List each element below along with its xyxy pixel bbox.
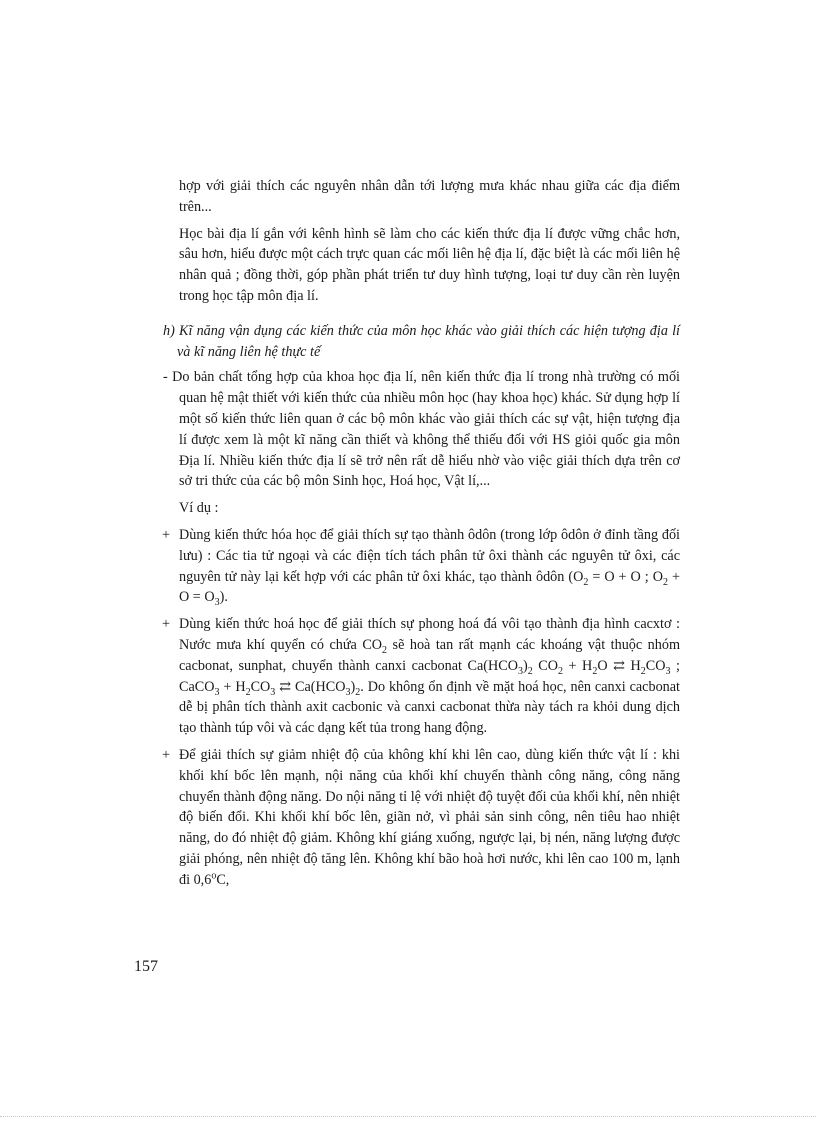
karst-text: CO (250, 678, 271, 695)
plus-marker: + (162, 616, 171, 633)
formula-sub: 3 (270, 686, 276, 698)
formula-sub: 2 (583, 576, 589, 588)
formula-sub: 2 (557, 665, 563, 677)
page-edge-line (0, 1116, 816, 1117)
formula-part: + O = O (179, 568, 680, 606)
formula-sub: 3 (214, 597, 220, 609)
formula-sub: 3 (665, 665, 671, 677)
formula-sub: 2 (527, 665, 533, 677)
plus-marker: + (162, 746, 171, 763)
formula-sub: 3 (345, 686, 351, 698)
formula-sub: 2 (592, 665, 598, 677)
karst-text: ) (522, 657, 528, 674)
paragraph-continuation: hợp với giải thích các nguyên nhân dẫn tới lượng mưa khác nhau giữa các địa điểm trên... (179, 178, 680, 215)
paragraph-benefit: Học bài địa lí gắn với kênh hình sẽ làm cho các kiến thức địa lí được vững chắc hơn, sâu hơn, hiểu được một cách trực quan các mối liên hệ địa lí, đặc biệt là các mối liên hệ nhân quả ; đồng thời, góp phần phát triển tư duy hình tượng, loại tư duy cần rèn luyện trong học tập môn địa lí. (179, 225, 680, 304)
temperature-tail: C, (216, 871, 230, 888)
page-content (150, 176, 680, 891)
karst-text: CO (532, 657, 558, 674)
formula-sub: 2 (382, 644, 388, 656)
karst-text: + H (562, 657, 593, 674)
list-item-ozone (150, 525, 680, 608)
karst-text: . Do không ổn định về mặt hoá học, nên canxi cacbonat dễ bị phân tích thành axit cacbonic và canxi cacbonat thừa này tách ra khỏi dung dịch tạo thành túp vôi và các dạng kết tủa trong hang động. (179, 678, 680, 737)
karst-text: + H (219, 678, 246, 695)
formula-sub: 2 (662, 576, 668, 588)
page-number: 157 (134, 958, 158, 975)
karst-text: ; CaCO (179, 657, 680, 695)
karst-text: O ⇄ H (597, 657, 641, 674)
formula-sub: 3 (214, 686, 220, 698)
karst-text: ⇄ Ca(HCO (275, 678, 346, 695)
karst-text: ) (350, 678, 356, 695)
formula-sub: 2 (640, 665, 646, 677)
karst-text: Dùng kiến thức hoá học để giải thích sự phong hoá đá vôi tạo thành địa hình cacxtơ : Nước mưa khí quyển có chứa CO (179, 616, 680, 653)
formula-sub: 3 (517, 665, 523, 677)
list-item-karst (150, 614, 680, 739)
formula-sub: 2 (355, 686, 361, 698)
ozone-text: Dùng kiến thức hóa học để giải thích sự tạo thành ôdôn (trong lớp ôdôn ở đỉnh tầng đối lưu) : Các tia tử ngoại và các điện tích tách phân tử ôxi thành các nguyên tử ôxi, các nguyên tử này lại kết hợp với các phân tử ôxi khác, tạo thành ôdôn (O (179, 526, 680, 585)
paragraph-interdisciplinary: - Do bản chất tổng hợp của khoa học địa lí, nên kiến thức địa lí trong nhà trường có mối quan hệ mật thiết với kiến thức của nhiều môn học (hay khoa học) khác. Sử dụng hợp lí một số kiến thức liên quan ở các bộ môn khác vào giải thích các sự vật, hiện tượng địa lí được xem là một kĩ năng cần thiết và không thể thiếu đối với HS giỏi quốc gia môn Địa lí. Nhiều kiến thức địa lí sẽ trở nên rất dễ hiểu nhờ vào việc giải thích dựa trên cơ sở tri thức của các bộ môn Sinh học, Hoá học, Vật lí,... (163, 369, 680, 490)
list-item-temperature (150, 745, 680, 891)
formula-sub: 2 (245, 686, 251, 698)
karst-text: CO (645, 657, 666, 674)
formula-part: ). (219, 589, 228, 606)
karst-text: sẽ hoà tan rất mạnh các khoáng vật thuộc nhóm cacbonat, sunphat, chuyển thành canxi cacbonat Ca(HCO (179, 636, 680, 674)
section-heading: h) Kĩ năng vận dụng các kiến thức của môn học khác vào giải thích các hiện tượng địa lí và kĩ năng liên hệ thực tế (163, 322, 680, 360)
temperature-text: Để giải thích sự giảm nhiệt độ của không khí khi lên cao, dùng kiến thức vật lí : khi khối khí bốc lên mạnh, nội năng của khối khí chuyển thành công năng, công năng chuyển thành động năng. Do nội năng tỉ lệ với nhiệt độ tuyệt đối của khối khí, nên nhiệt độ biến đổi. Khi khối khí bốc lên, giãn nở, vì phải sản sinh công, nên tiêu hao nhiệt năng, do đó nhiệt độ giảm. Không khí giáng xuống, ngược lại, bị nén, năng lượng được giải phóng, nên nhiệt độ tăng lên. Không khí bão hoà hơi nước, khi lên cao 100 m, lạnh đi 0,6 (179, 746, 680, 888)
degree-sup: o (211, 869, 217, 881)
formula-part: = O + O ; O (588, 568, 663, 585)
plus-marker: + (162, 526, 171, 543)
example-label: Ví dụ : (179, 500, 219, 517)
